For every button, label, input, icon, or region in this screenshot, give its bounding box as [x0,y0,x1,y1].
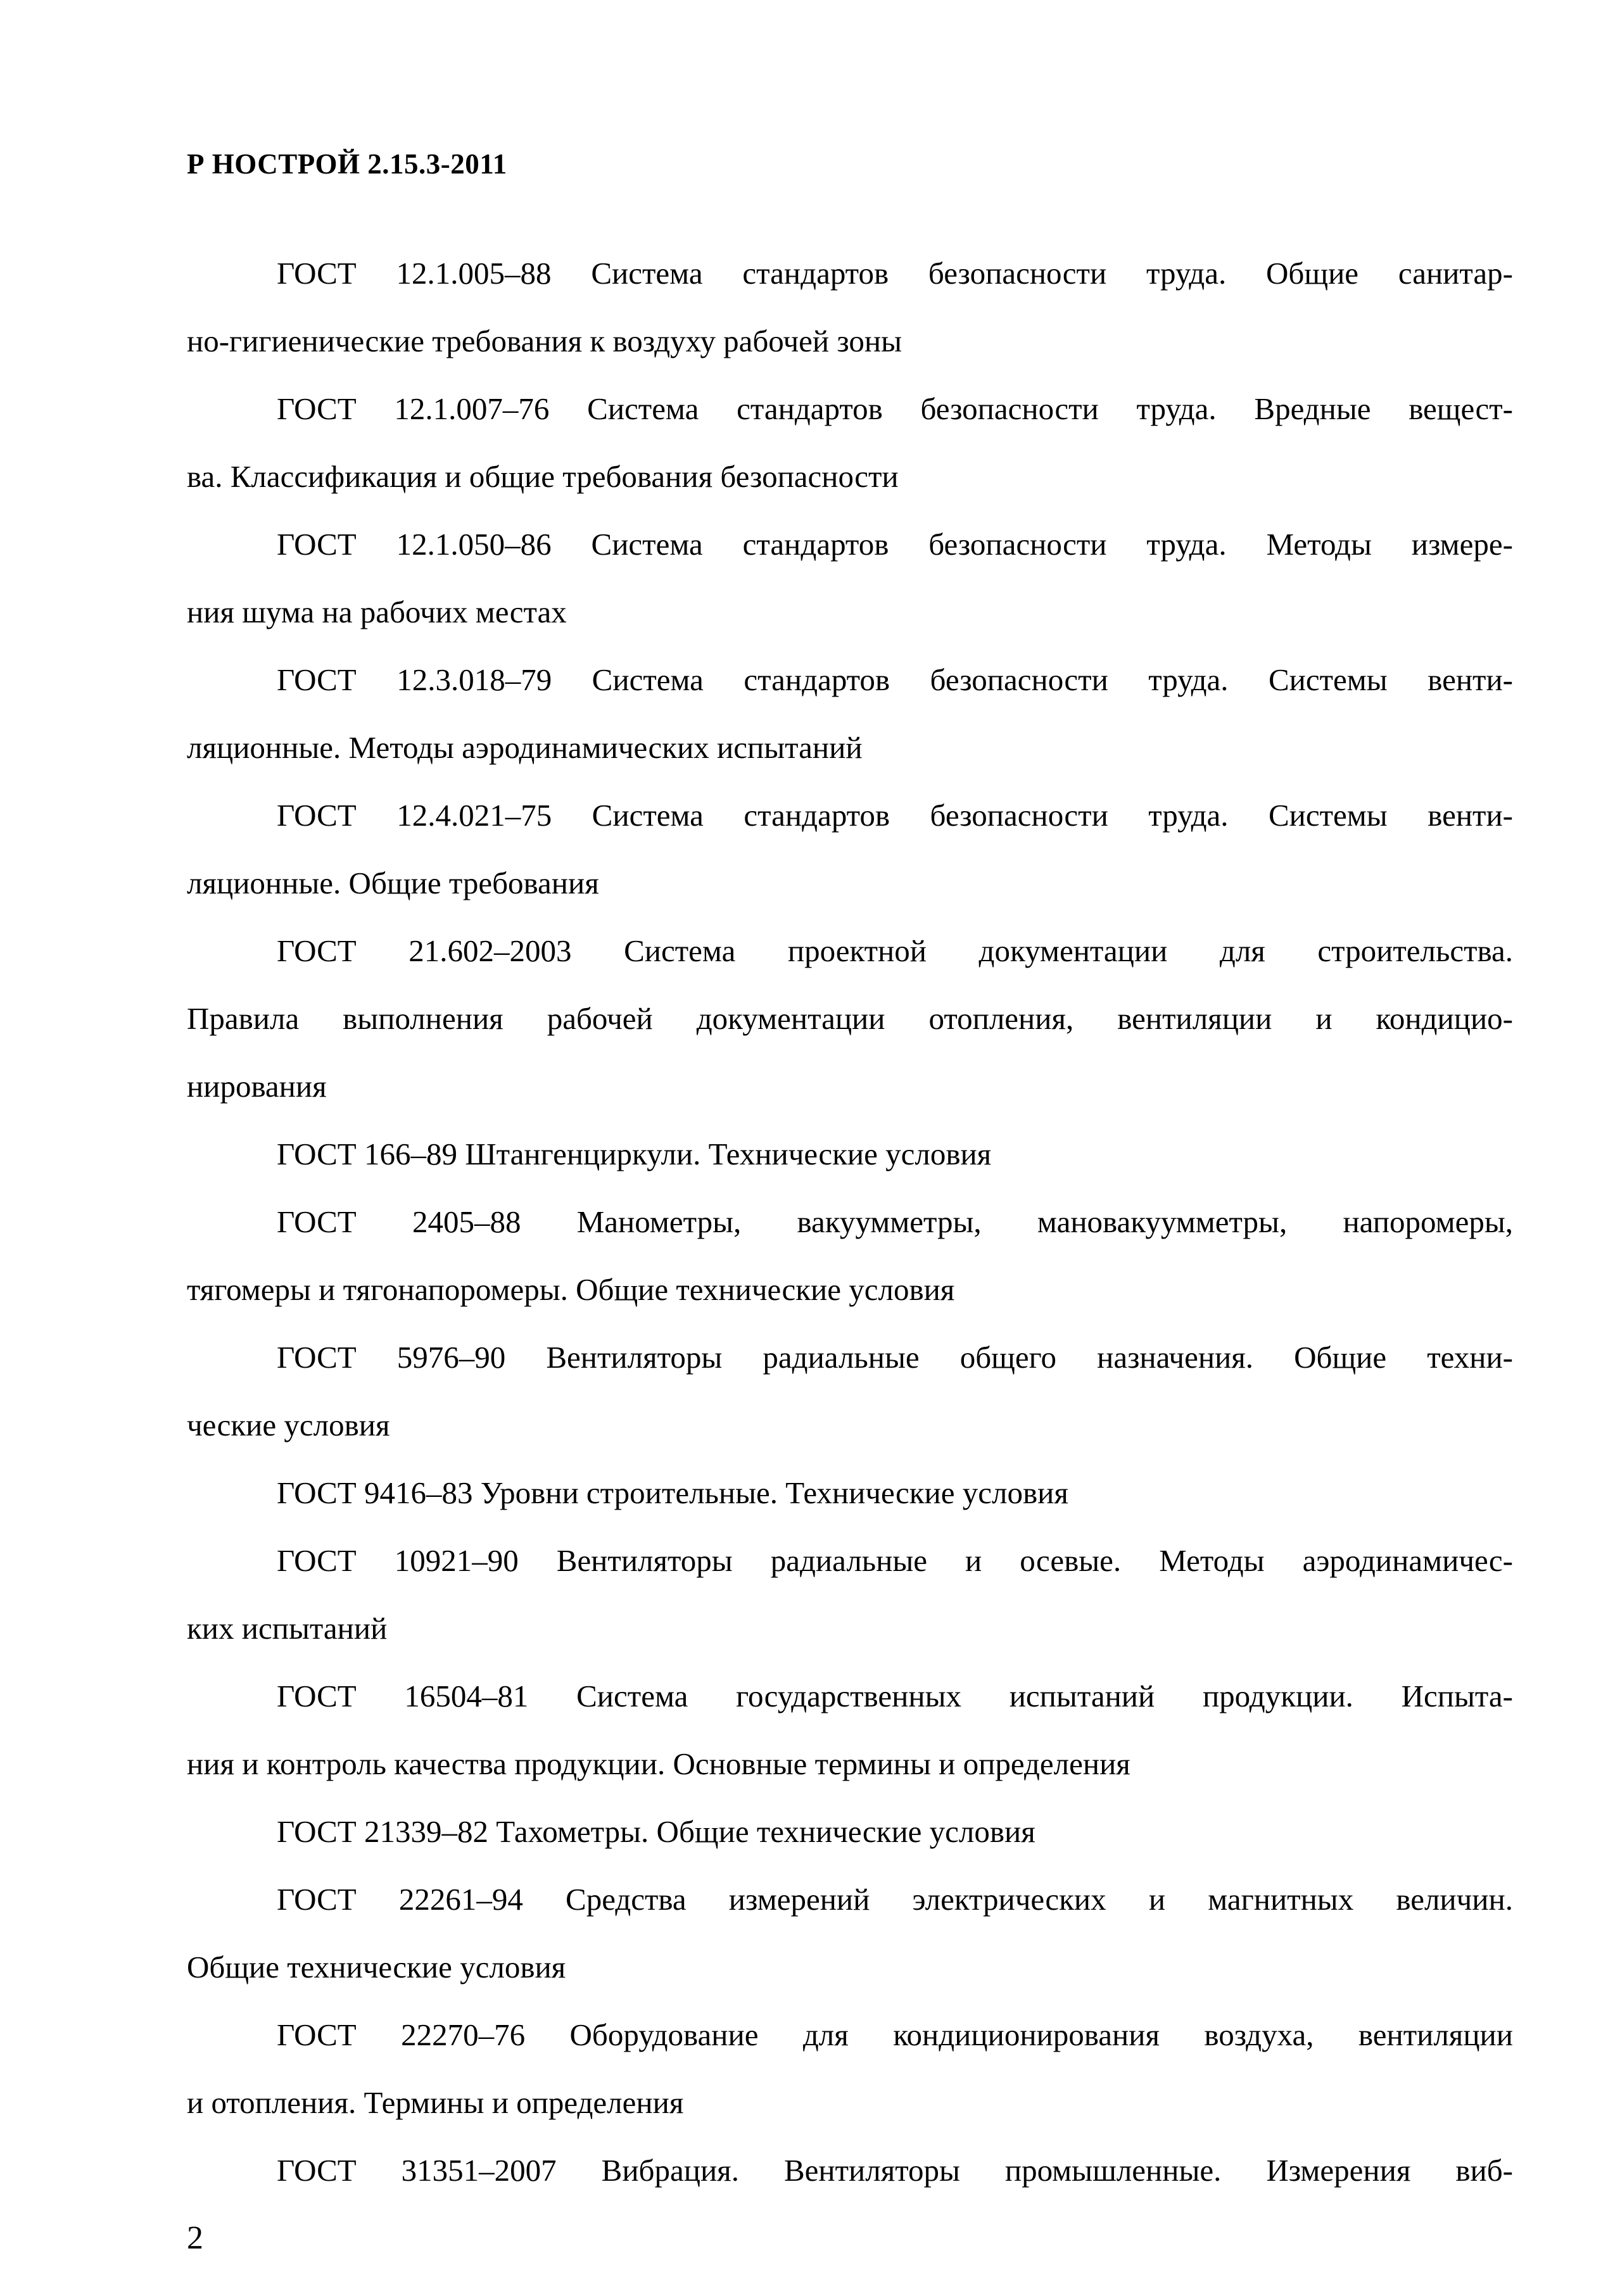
paragraph [187,1662,1513,1798]
paragraph-line: ГОСТ 22261–94 Средства измерений электрических и магнитных величин. [277,1882,1513,1917]
paragraph-line: и отопления. Термины и определения [187,2085,684,2120]
paragraph-line: ГОСТ 166–89 Штангенциркули. Технические условия [277,1137,992,1171]
paragraph [187,781,1513,917]
paragraph [187,1120,1513,1188]
paragraph [187,239,1513,375]
paragraph-line: ГОСТ 10921–90 Вентиляторы радиальные и осевые. Методы аэродинамичес- [277,1543,1513,1578]
paragraph [187,1459,1513,1527]
document-header: Р НОСТРОЙ 2.15.3-2011 [187,148,507,180]
paragraph-line: ческие условия [187,1408,390,1442]
paragraph [187,1323,1513,1459]
paragraph-line: ГОСТ 12.3.018–79 Система стандартов безопасности труда. Системы венти- [277,662,1513,697]
paragraph [187,646,1513,781]
paragraph [187,1527,1513,1662]
paragraph [187,375,1513,510]
document-content [187,147,1513,2204]
paragraph-line: ГОСТ 12.1.007–76 Система стандартов безопасности труда. Вредные вещест- [277,391,1513,426]
paragraph-line: Правила выполнения рабочей документации отопления, вентиляции и кондицио- [187,1001,1513,1036]
paragraph-line: ГОСТ 21339–82 Тахометры. Общие технические условия [277,1814,1035,1849]
paragraph-line: Общие технические условия [187,1950,566,1984]
paragraph-line: ГОСТ 2405–88 Манометры, вакуумметры, мановакуумметры, напоромеры, [277,1204,1513,1239]
page-number: 2 [187,2220,203,2256]
paragraph-line: ляционные. Общие требования [187,866,599,900]
paragraph-line: ния и контроль качества продукции. Основные термины и определения [187,1746,1130,1781]
paragraph-line: ГОСТ 9416–83 Уровни строительные. Технические условия [277,1475,1068,1510]
paragraph [187,510,1513,646]
paragraph-line: ГОСТ 5976–90 Вентиляторы радиальные общего назначения. Общие техни- [277,1340,1513,1375]
paragraph-line: ляционные. Методы аэродинамических испытаний [187,730,863,765]
paragraph-line: ГОСТ 22270–76 Оборудование для кондиционирования воздуха, вентиляции [277,2017,1513,2052]
paragraph-line: ких испытаний [187,1611,388,1646]
paragraph-line: тягомеры и тягонапоромеры. Общие технические условия [187,1272,955,1307]
paragraph-line: ГОСТ 21.602–2003 Система проектной документации для строительства. [277,933,1513,968]
paragraph [187,1798,1513,1865]
paragraph [187,1865,1513,2001]
paragraph [187,2001,1513,2136]
paragraph [187,1188,1513,1323]
paragraph [187,2136,1513,2204]
paragraph-line: ГОСТ 16504–81 Система государственных испытаний продукции. Испыта- [277,1679,1513,1713]
paragraph-line: ГОСТ 12.4.021–75 Система стандартов безопасности труда. Системы венти- [277,798,1513,833]
paragraph-line: но-гигиенические требования к воздуху рабочей зоны [187,324,902,358]
paragraph-line: ГОСТ 12.1.050–86 Система стандартов безопасности труда. Методы измере- [277,527,1513,562]
paragraph-line: ГОСТ 31351–2007 Вибрация. Вентиляторы промышленные. Измерения виб- [277,2153,1513,2188]
paragraph [187,917,1513,1120]
paragraph-line: нирования [187,1069,327,1104]
paragraph-line: ния шума на рабочих местах [187,595,567,629]
paragraph-line: ва. Классификация и общие требования безопасности [187,459,899,494]
paragraph-line: ГОСТ 12.1.005–88 Система стандартов безопасности труда. Общие санитар- [277,256,1513,291]
